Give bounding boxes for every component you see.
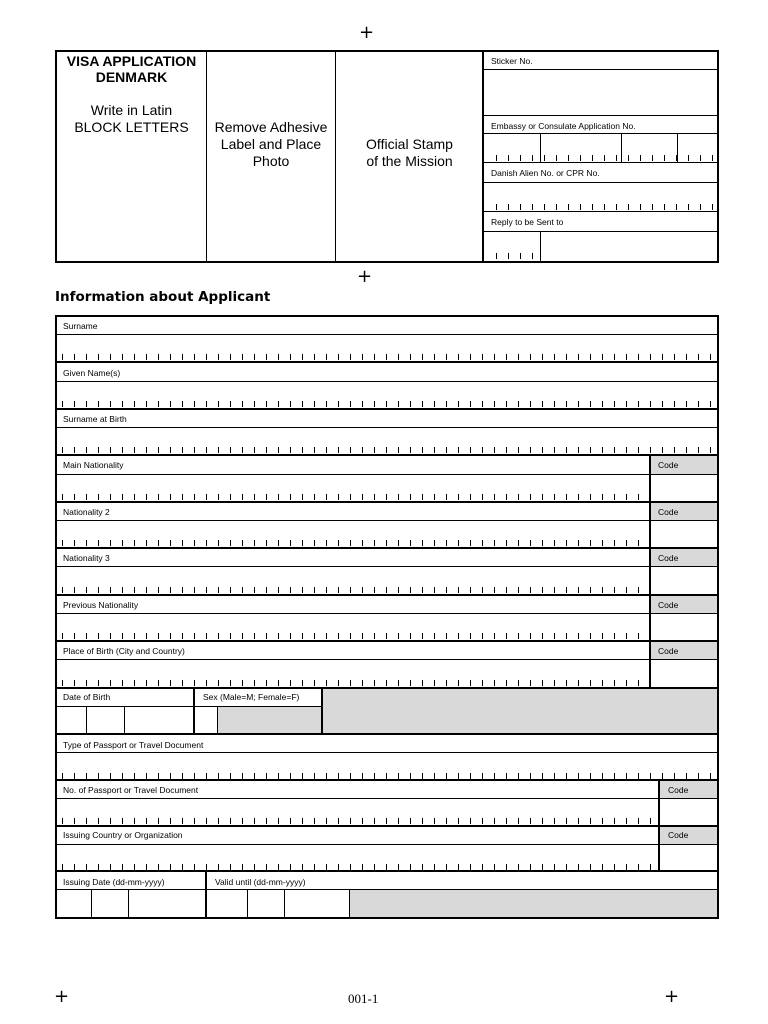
nationality-3-code-label: Code — [658, 553, 679, 563]
surname-field[interactable] — [62, 354, 714, 360]
previous-nationality-code-field[interactable] — [651, 614, 717, 640]
section-title: Information about Applicant — [55, 289, 271, 305]
latin-instruction: Write in Latin BLOCK LETTERS — [74, 102, 189, 135]
dob-row-shaded-area — [323, 689, 717, 733]
reply-to-field[interactable] — [496, 253, 536, 259]
passport-type-field[interactable] — [62, 773, 714, 779]
given-names-field[interactable] — [62, 401, 714, 407]
nationality-3-code-field[interactable] — [651, 567, 717, 594]
valid-until-label: Valid until (dd-mm-yyyy) — [215, 877, 306, 887]
surname-label: Surname — [63, 321, 98, 331]
issuing-date-field[interactable] — [57, 890, 205, 917]
passport-type-label: Type of Passport or Travel Document — [63, 740, 204, 750]
passport-no-label: No. of Passport or Travel Document — [63, 785, 199, 795]
issuing-country-code-field[interactable] — [660, 845, 717, 870]
issuing-country-label: Issuing Country or Organization — [63, 830, 183, 840]
registration-mark-bottom-left: + — [54, 986, 70, 1007]
nationality-3-label: Nationality 3 — [63, 553, 110, 563]
main-nationality-code-field[interactable] — [651, 475, 717, 501]
given-names-label: Given Name(s) — [63, 368, 121, 378]
nationality-2-field[interactable] — [62, 540, 646, 546]
place-of-birth-code-field[interactable] — [651, 660, 717, 687]
main-nationality-code-label: Code — [658, 460, 679, 470]
photo-area: Remove Adhesive Label and Place Photo — [214, 119, 328, 169]
sticker-no-label: Sticker No. — [491, 56, 533, 66]
passport-no-code-label: Code — [668, 785, 689, 795]
valid-until-field[interactable] — [207, 890, 349, 917]
sex-label: Sex (Male=M; Female=F) — [203, 692, 300, 702]
surname-at-birth-label: Surname at Birth — [63, 414, 127, 424]
embassy-application-field[interactable] — [496, 155, 716, 161]
previous-nationality-field[interactable] — [62, 633, 646, 639]
nationality-2-label: Nationality 2 — [63, 507, 110, 517]
nationality-3-field[interactable] — [62, 587, 646, 593]
embassy-application-label: Embassy or Consulate Application No. — [491, 121, 636, 131]
passport-no-field[interactable] — [62, 818, 655, 824]
place-of-birth-code-label: Code — [658, 646, 679, 656]
sex-shaded-area — [218, 707, 321, 733]
reply-to-label: Reply to be Sent to — [491, 217, 564, 227]
place-of-birth-label: Place of Birth (City and Country) — [63, 646, 185, 656]
date-of-birth-label: Date of Birth — [63, 692, 111, 702]
issuing-country-field[interactable] — [62, 864, 655, 870]
registration-mark-bottom-right: + — [664, 986, 680, 1007]
previous-nationality-code-label: Code — [658, 600, 679, 610]
previous-nationality-label: Previous Nationality — [63, 600, 139, 610]
page-number: 001-1 — [348, 991, 379, 1006]
date-of-birth-field[interactable] — [57, 707, 193, 733]
valid-until-shaded-area — [350, 890, 717, 917]
issuing-country-code-label: Code — [668, 830, 689, 840]
nationality-2-code-field[interactable] — [651, 521, 717, 547]
main-nationality-label: Main Nationality — [63, 460, 124, 470]
registration-mark-mid: + — [357, 266, 373, 287]
registration-mark-top: + — [359, 22, 375, 43]
alien-no-label: Danish Alien No. or CPR No. — [491, 168, 600, 178]
sticker-no-field[interactable] — [484, 70, 718, 115]
form-title: VISA APPLICATION DENMARK — [66, 53, 197, 85]
official-stamp-area: Official Stamp of the Mission — [366, 136, 453, 169]
sex-field[interactable] — [195, 707, 217, 733]
place-of-birth-field[interactable] — [62, 680, 646, 686]
nationality-2-code-label: Code — [658, 507, 679, 517]
main-nationality-field[interactable] — [62, 494, 646, 500]
alien-no-field[interactable] — [496, 204, 716, 210]
surname-at-birth-field[interactable] — [62, 447, 714, 453]
passport-no-code-field[interactable] — [660, 799, 717, 825]
issuing-date-label: Issuing Date (dd-mm-yyyy) — [63, 877, 165, 887]
